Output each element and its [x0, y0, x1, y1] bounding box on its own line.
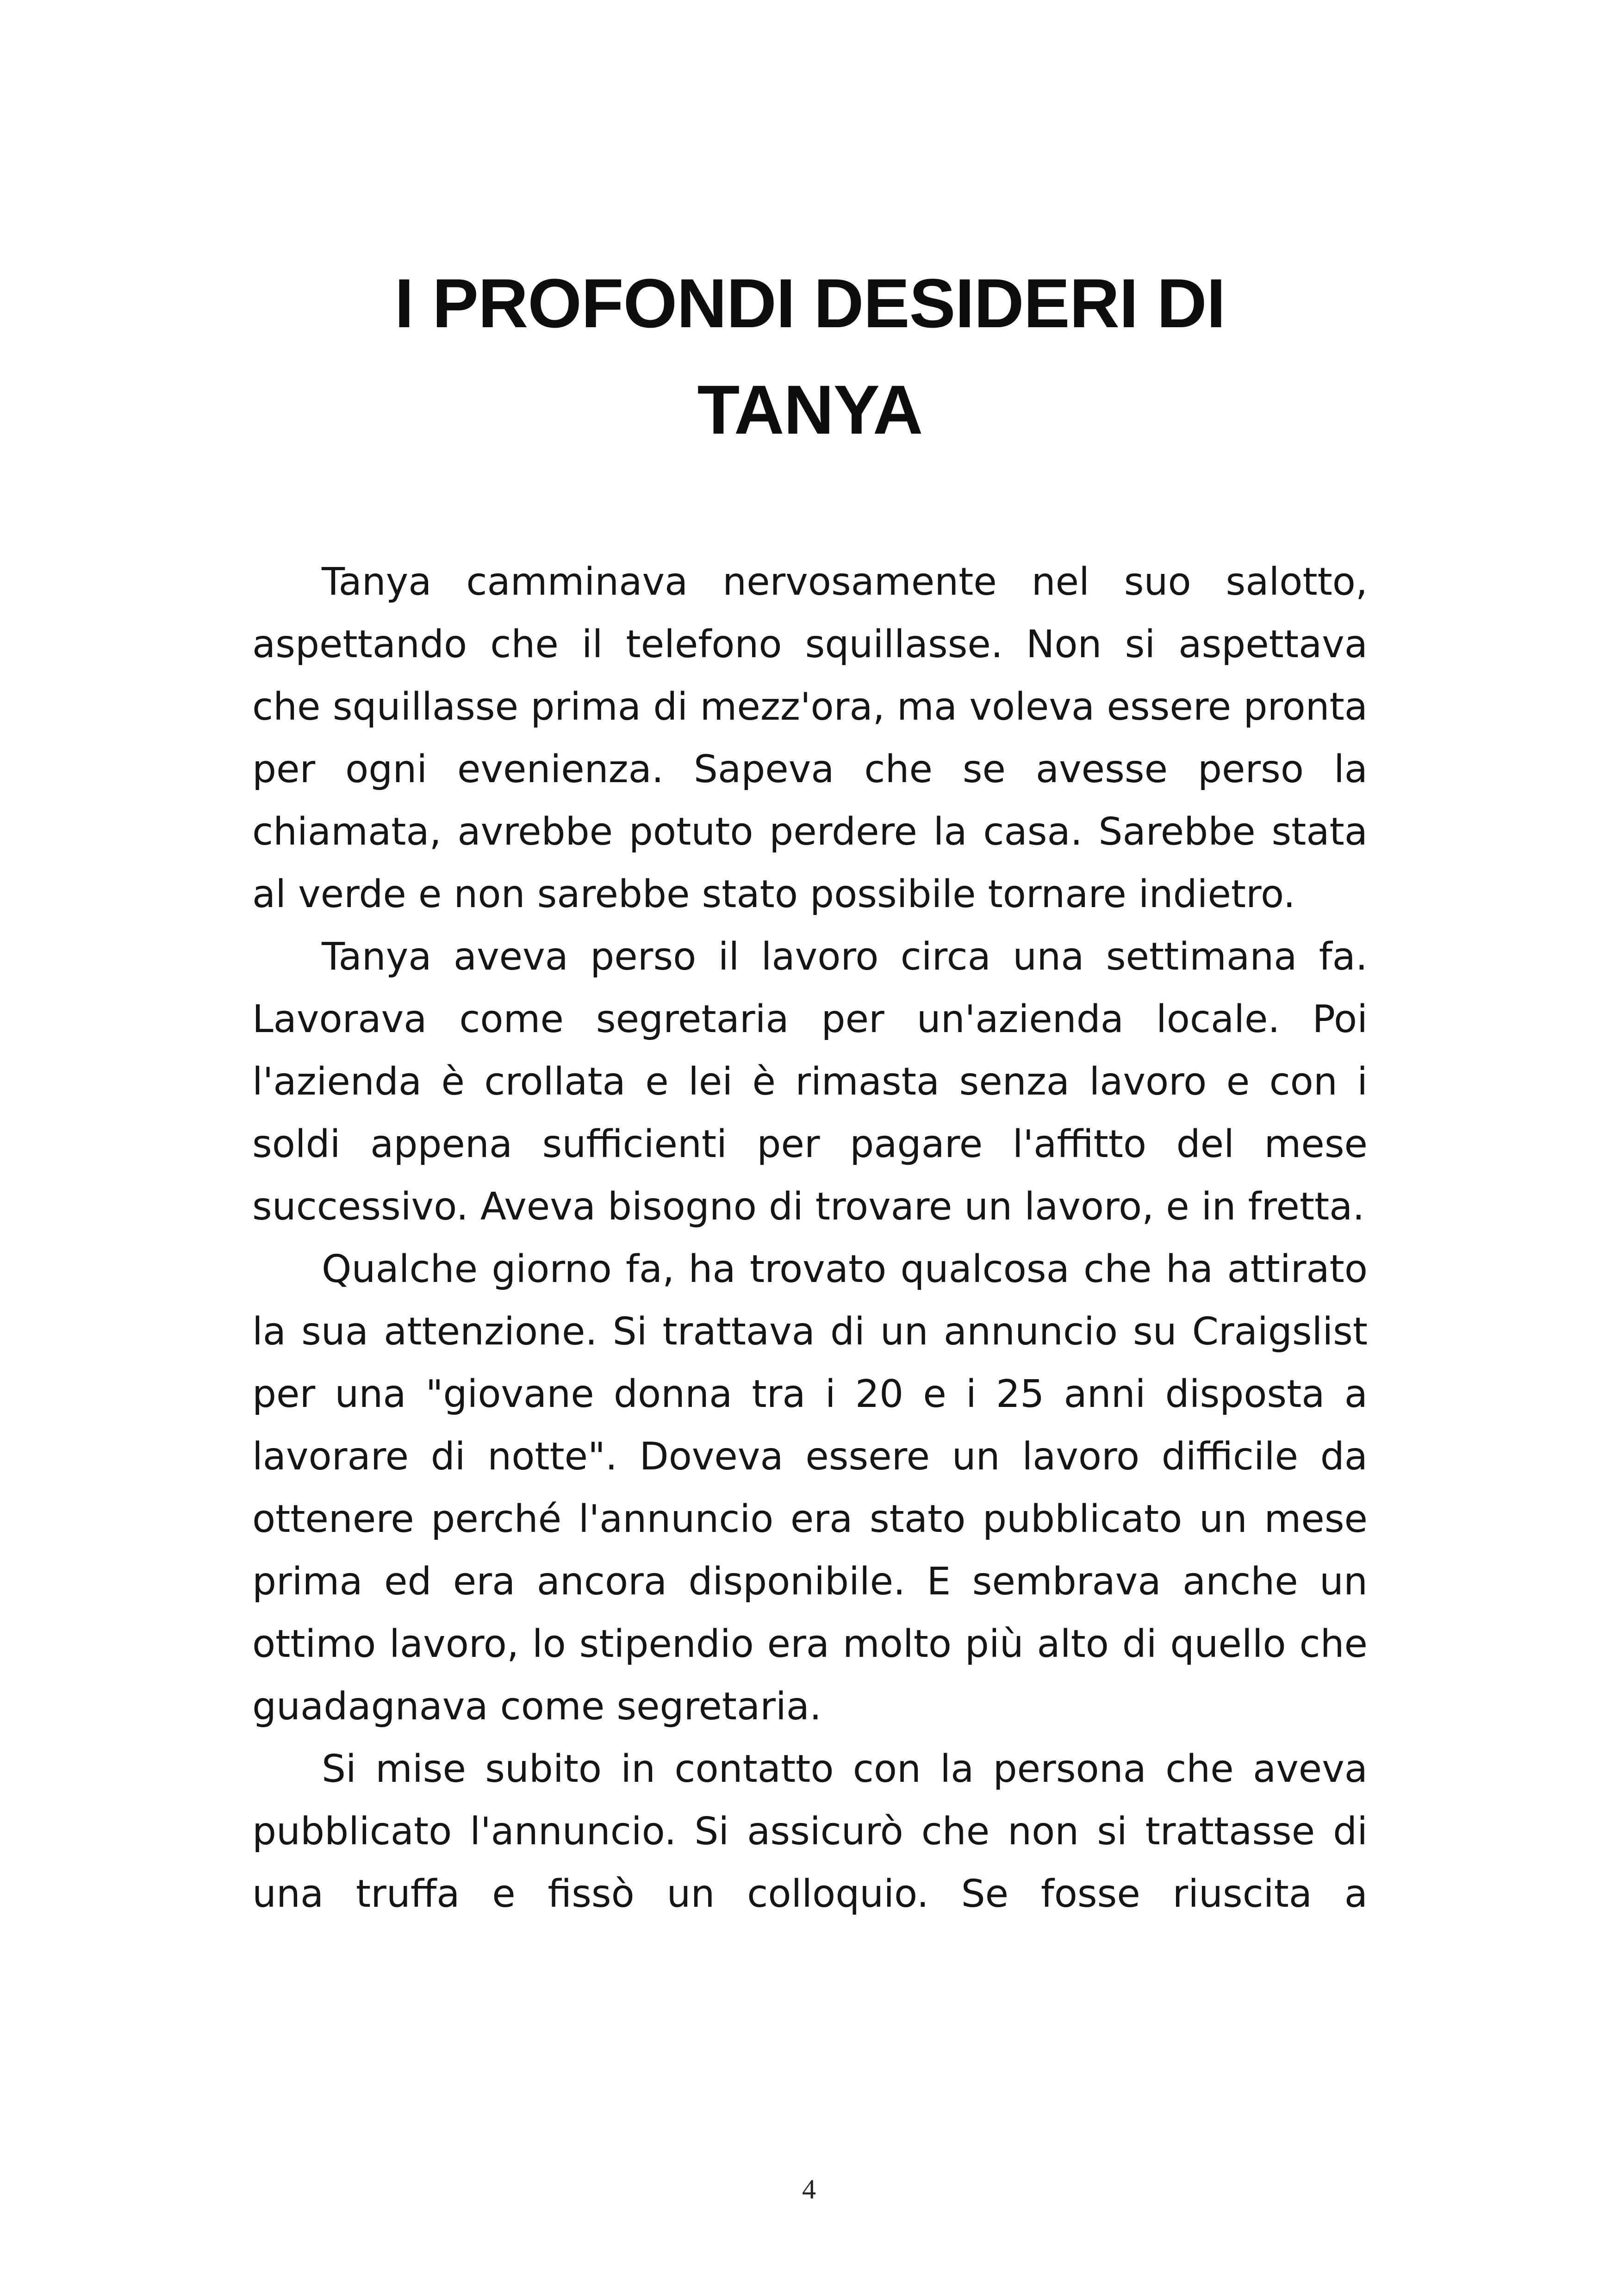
chapter-title-line-1: I PROFONDI DESIDERI DI [394, 264, 1226, 342]
chapter-title-line-2: TANYA [697, 371, 923, 448]
paragraph-3: Qualche giorno fa, ha trovato qualcosa che ha attirato la sua attenzione. Si trattava di un annuncio su Craigslist per una "giovane donna tra i 20 e i 25 anni disposta a lavorare di notte". Doveva essere un lavoro difficile da ottenere perché l'annuncio era stato pubblicato un mese prima ed era ancora disponibile. E sembrava anche un ottimo lavoro, lo stipendio era molto più alto di quello che guadagnava come segretaria. [252, 1247, 1368, 1729]
chapter-body [252, 551, 1368, 1925]
paragraph-2: Tanya aveva perso il lavoro circa una settimana fa. Lavorava come segretaria per un'azienda locale. Poi l'azienda è crollata e lei è rimasta senza lavoro e con i soldi appena sufficienti per pagare l'affitto del mese successivo. Aveva bisogno di trovare un lavoro, e in fretta. [252, 935, 1368, 1229]
page-number: 4 [802, 2174, 816, 2204]
chapter-title [250, 250, 1370, 463]
paragraph-1: Tanya camminava nervosamente nel suo salotto, aspettando che il telefono squillasse. Non si aspettava che squillasse prima di mezz'ora, ma voleva essere pronta per ogni evenienza. Sapeva che se avesse perso la chiamata, avrebbe potuto perdere la casa. Sarebbe stata al verde e non sarebbe stato possibile tornare indietro. [252, 560, 1368, 916]
paragraph-4: Si mise subito in contatto con la persona che aveva pubblicato l'annuncio. Si assicurò che non si trattasse di una truffa e fissò un colloquio. Se fosse riuscita a [252, 1747, 1368, 1916]
